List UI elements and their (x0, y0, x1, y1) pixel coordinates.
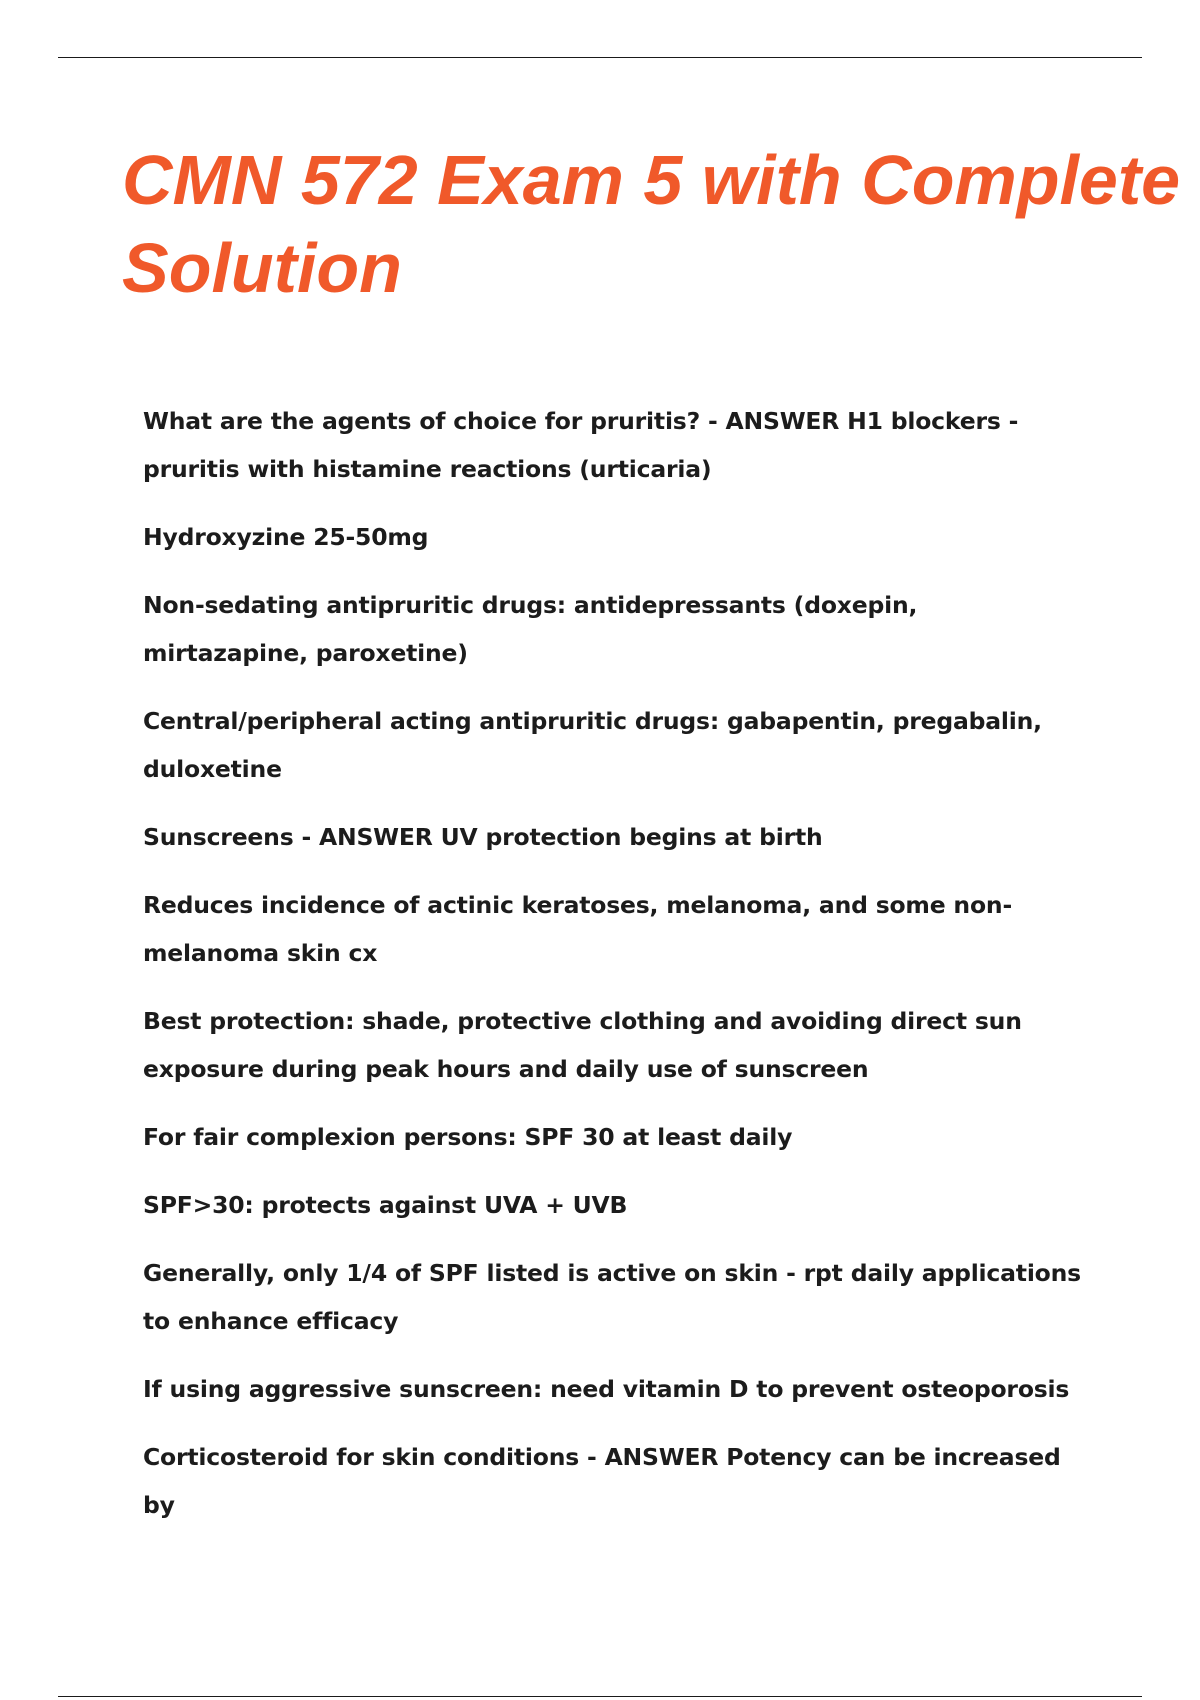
header-rule (58, 57, 1142, 58)
document-title-line-1: CMN 572 Exam 5 with Complete (122, 141, 1181, 219)
paragraph-non-sedating-drugs: Non-sedating antipruritic drugs: antidepressants (doxepin, mirtazapine, paroxetine) (143, 591, 918, 667)
document-title-line-2: Solution (122, 229, 402, 307)
paragraph-reduces-incidence: Reduces incidence of actinic keratoses, melanoma, and some non-melanoma skin cx (143, 891, 1012, 967)
document-title (122, 136, 1200, 312)
paragraph-spf-over-30: SPF>30: protects against UVA + UVB (143, 1191, 628, 1219)
paragraph-corticosteroid: Corticosteroid for skin conditions - ANSWER Potency can be increased by (143, 1443, 1061, 1519)
paragraph-sunscreens: Sunscreens - ANSWER UV protection begins at birth (143, 823, 823, 851)
footer-rule (58, 1696, 1142, 1697)
paragraph-vitamin-d: If using aggressive sunscreen: need vitamin D to prevent osteoporosis (143, 1375, 1070, 1403)
paragraph-spf-active: Generally, only 1/4 of SPF listed is active on skin - rpt daily applications to enhance efficacy (143, 1259, 1081, 1335)
document-body (143, 397, 1083, 1549)
paragraph-pruritis-agents: What are the agents of choice for pruritis? - ANSWER H1 blockers - pruritis with histamine reactions (urticaria) (143, 407, 1019, 483)
paragraph-central-peripheral-drugs: Central/peripheral acting antipruritic drugs: gabapentin, pregabalin, duloxetine (143, 707, 1042, 783)
paragraph-fair-complexion: For fair complexion persons: SPF 30 at least daily (143, 1123, 793, 1151)
paragraph-hydroxyzine: Hydroxyzine 25-50mg (143, 523, 429, 551)
paragraph-best-protection: Best protection: shade, protective clothing and avoiding direct sun exposure during peak hours and daily use of sunscreen (143, 1007, 1022, 1083)
